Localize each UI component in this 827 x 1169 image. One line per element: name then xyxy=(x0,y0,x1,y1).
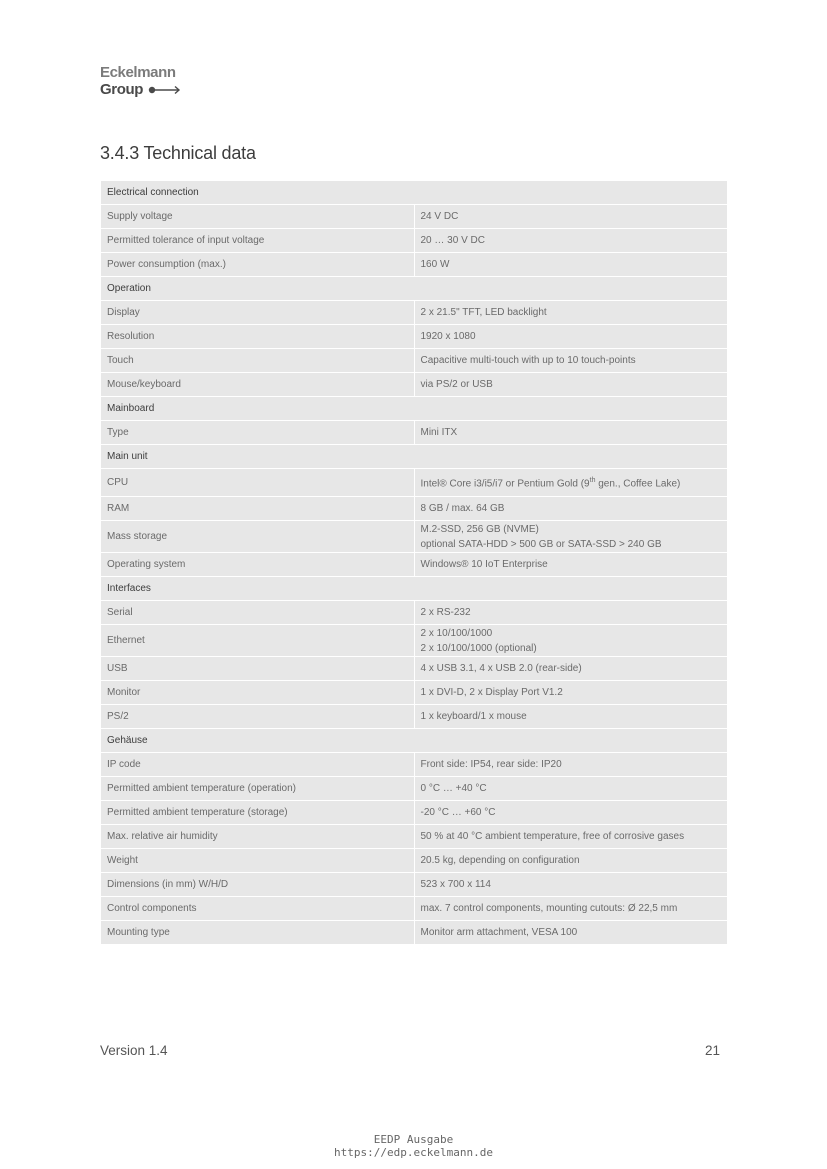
table-row xyxy=(101,849,728,873)
table-row xyxy=(101,705,728,729)
cpu-value-superscript: th xyxy=(589,477,596,485)
row-value: Front side: IP54, rear side: IP20 xyxy=(414,753,728,777)
section-title: Operation xyxy=(101,277,728,301)
row-value: 8 GB / max. 64 GB xyxy=(414,497,728,521)
table-row xyxy=(101,601,728,625)
row-value xyxy=(414,521,728,553)
section-title: Main unit xyxy=(101,445,728,469)
row-value: 4 x USB 3.1, 4 x USB 2.0 (rear-side) xyxy=(414,657,728,681)
table-row xyxy=(101,825,728,849)
row-value: 20 … 30 V DC xyxy=(414,229,728,253)
section-row-mainboard xyxy=(101,397,728,421)
cpu-value-text: Intel® Core i3/i5/i7 or Pentium Gold (9 xyxy=(420,478,590,490)
table-row xyxy=(101,325,728,349)
row-label: CPU xyxy=(101,469,415,497)
row-label: Mouse/keyboard xyxy=(101,373,415,397)
table-row xyxy=(101,373,728,397)
row-label: Operating system xyxy=(101,553,415,577)
page-number: 21 xyxy=(705,1043,721,1058)
logo-line-2-text: Group xyxy=(100,81,143,98)
value-line-2: optional SATA-HDD > 500 GB or SATA-SSD > 240 GB xyxy=(420,538,662,550)
section-title: Gehäuse xyxy=(101,729,728,753)
row-value: 20.5 kg, depending on configuration xyxy=(414,849,728,873)
logo-line-2 xyxy=(100,81,200,98)
row-value: Windows® 10 IoT Enterprise xyxy=(414,553,728,577)
table-row xyxy=(101,921,728,945)
table-row xyxy=(101,753,728,777)
row-label: Power consumption (max.) xyxy=(101,253,415,277)
row-label: Ethernet xyxy=(101,625,415,657)
row-value: 1 x DVI-D, 2 x Display Port V1.2 xyxy=(414,681,728,705)
row-value xyxy=(414,469,728,497)
row-label: Control components xyxy=(101,897,415,921)
row-value: 160 W xyxy=(414,253,728,277)
table-row xyxy=(101,625,728,657)
table-row xyxy=(101,553,728,577)
row-label: Resolution xyxy=(101,325,415,349)
row-label: Permitted tolerance of input voltage xyxy=(101,229,415,253)
eckelmann-logo xyxy=(100,65,200,98)
table-row xyxy=(101,801,728,825)
section-row-electrical xyxy=(101,181,728,205)
table-row xyxy=(101,777,728,801)
row-value: 1 x keyboard/1 x mouse xyxy=(414,705,728,729)
row-value: 0 °C … +40 °C xyxy=(414,777,728,801)
table-row xyxy=(101,205,728,229)
row-label: Monitor xyxy=(101,681,415,705)
table-row xyxy=(101,873,728,897)
row-label: Type xyxy=(101,421,415,445)
row-label: Serial xyxy=(101,601,415,625)
value-line-1: M.2-SSD, 256 GB (NVME) xyxy=(420,523,539,535)
row-value: 1920 x 1080 xyxy=(414,325,728,349)
table-row xyxy=(101,253,728,277)
row-value: 24 V DC xyxy=(414,205,728,229)
watermark-line-1: EEDP Ausgabe xyxy=(373,1133,454,1146)
row-value: max. 7 control components, mounting cutouts: Ø 22,5 mm xyxy=(414,897,728,921)
section-heading: 3.4.3 Technical data xyxy=(100,143,256,163)
row-label: Mounting type xyxy=(101,921,415,945)
row-value: 2 x RS-232 xyxy=(414,601,728,625)
row-label: Max. relative air humidity xyxy=(101,825,415,849)
watermark xyxy=(0,1133,827,1159)
row-label: USB xyxy=(101,657,415,681)
row-label: RAM xyxy=(101,497,415,521)
row-value: Capacitive multi-touch with up to 10 touch-points xyxy=(414,349,728,373)
value-line-1: 2 x 10/100/1000 xyxy=(420,627,493,639)
row-value: Monitor arm attachment, VESA 100 xyxy=(414,921,728,945)
row-label: Permitted ambient temperature (operation) xyxy=(101,777,415,801)
row-value: 523 x 700 x 114 xyxy=(414,873,728,897)
watermark-line-2: https://edp.eckelmann.de xyxy=(334,1146,493,1159)
table-row xyxy=(101,301,728,325)
technical-data-table xyxy=(100,180,728,945)
row-label: Permitted ambient temperature (storage) xyxy=(101,801,415,825)
logo-line-1: Eckelmann xyxy=(100,64,176,81)
table-row xyxy=(101,469,728,497)
table-row xyxy=(101,421,728,445)
row-label: PS/2 xyxy=(101,705,415,729)
row-label: Supply voltage xyxy=(101,205,415,229)
row-label: IP code xyxy=(101,753,415,777)
table-row xyxy=(101,349,728,373)
row-value: via PS/2 or USB xyxy=(414,373,728,397)
section-row-interfaces xyxy=(101,577,728,601)
section-title: Electrical connection xyxy=(101,181,728,205)
row-value: -20 °C … +60 °C xyxy=(414,801,728,825)
table-row xyxy=(101,497,728,521)
row-label: Display xyxy=(101,301,415,325)
row-label: Mass storage xyxy=(101,521,415,553)
table-row xyxy=(101,229,728,253)
row-value xyxy=(414,625,728,657)
cpu-value-text-end: gen., Coffee Lake) xyxy=(595,478,681,490)
row-label: Touch xyxy=(101,349,415,373)
section-title: Interfaces xyxy=(101,577,728,601)
table-row xyxy=(101,521,728,553)
row-label: Dimensions (in mm) W/H/D xyxy=(101,873,415,897)
table-row xyxy=(101,897,728,921)
section-row-gehaeuse xyxy=(101,729,728,753)
table-row xyxy=(101,681,728,705)
logo-arrow-icon xyxy=(148,85,182,95)
section-title: Mainboard xyxy=(101,397,728,421)
footer-version: Version 1.4 xyxy=(100,1043,168,1058)
row-label: Weight xyxy=(101,849,415,873)
table-row xyxy=(101,657,728,681)
value-line-2: 2 x 10/100/1000 (optional) xyxy=(420,642,537,654)
section-row-operation xyxy=(101,277,728,301)
row-value: Mini ITX xyxy=(414,421,728,445)
row-value: 50 % at 40 °C ambient temperature, free of corrosive gases xyxy=(414,825,728,849)
row-value: 2 x 21.5" TFT, LED backlight xyxy=(414,301,728,325)
section-row-main-unit xyxy=(101,445,728,469)
